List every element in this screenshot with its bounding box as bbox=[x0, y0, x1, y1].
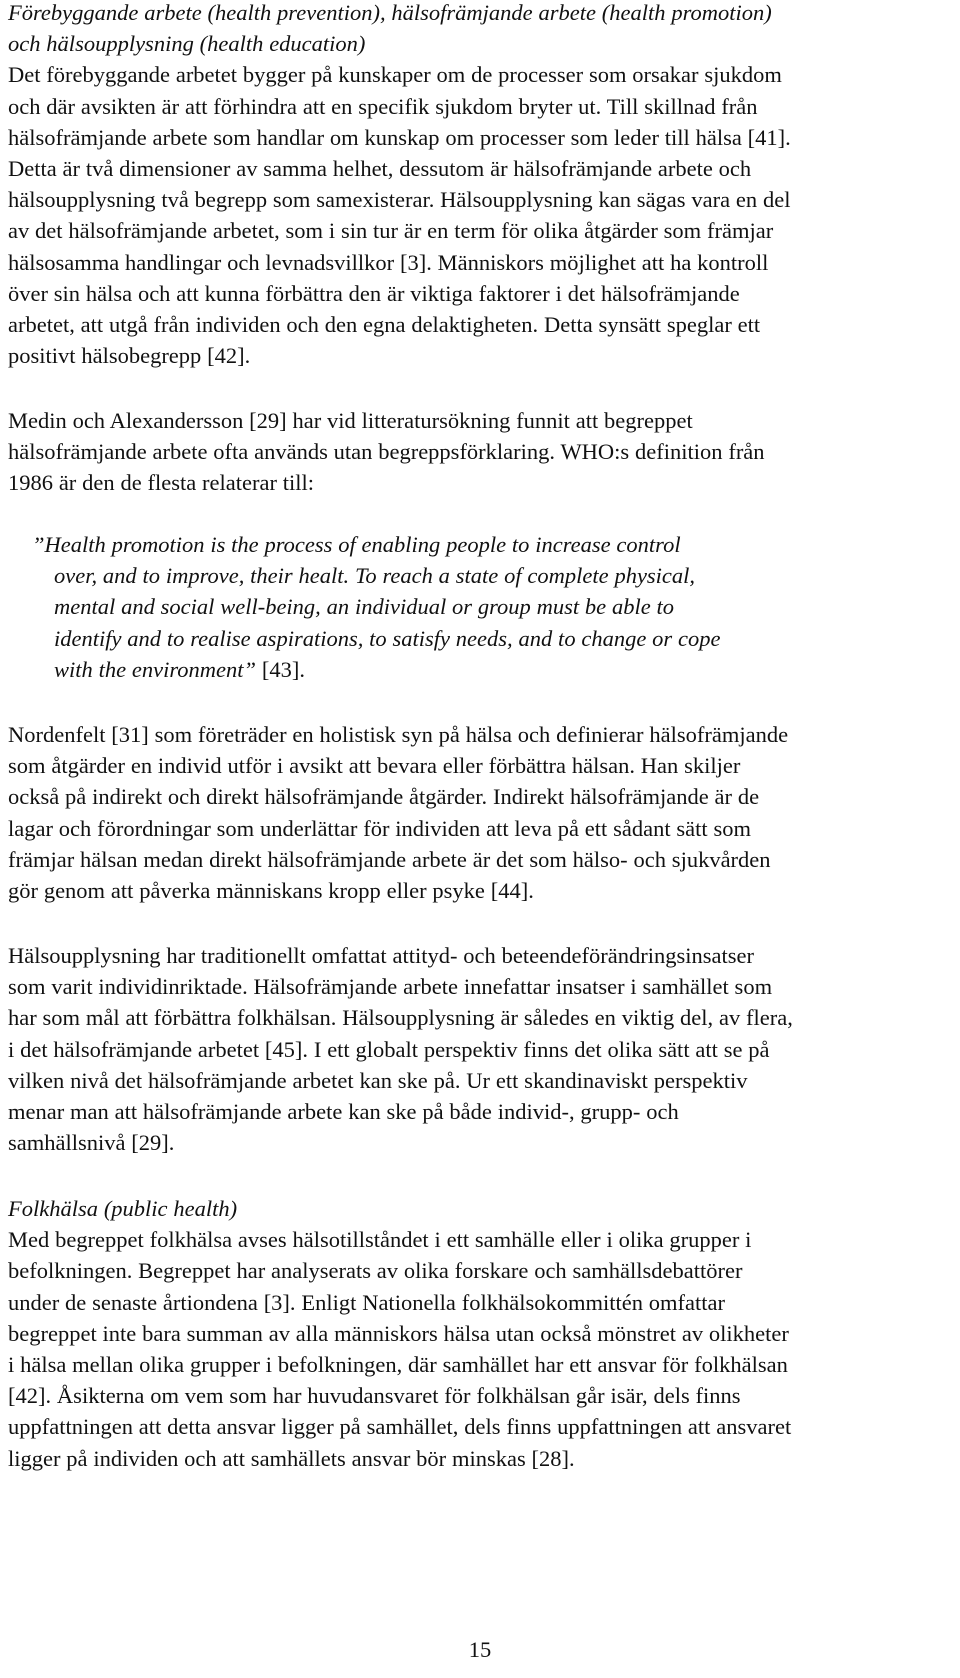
paragraph-line: av det hälsofrämjande arbetet, som i sin tur är en term för olika åtgärder som främjar bbox=[8, 218, 774, 244]
paragraph-line: menar man att hälsofrämjande arbete kan ske på både individ-, grupp- och bbox=[8, 1099, 679, 1125]
paragraph-line: i det hälsofrämjande arbetet [45]. I ett globalt perspektiv finns det olika sätt att se på bbox=[8, 1036, 770, 1062]
quote-line: with the environment” bbox=[54, 656, 257, 682]
paragraph-line: främjar hälsan medan direkt hälsofrämjande arbete är det som hälso- och sjukvården bbox=[8, 846, 771, 872]
paragraph-line: samhällsnivå [29]. bbox=[8, 1130, 175, 1156]
paragraph-line: befolkningen. Begreppet har analyserats av olika forskare och samhällsdebattörer bbox=[8, 1258, 743, 1284]
paragraph-line: som varit individinriktade. Hälsofrämjande arbete innefattar insatser i samhället som bbox=[8, 974, 773, 1000]
section-folkhalsa bbox=[8, 1193, 791, 1474]
quote-last-line bbox=[54, 654, 832, 685]
paragraph-halsoupplysning bbox=[8, 940, 793, 1158]
paragraph-line: hälsosamma handlingar och levnadsvillkor [3]. Människors möjlighet att ha kontroll bbox=[8, 249, 769, 275]
paragraph-line: hälsofrämjande arbete ofta används utan begreppsförklaring. WHO:s definition från bbox=[8, 439, 765, 465]
section-heading: Folkhälsa (public health) bbox=[8, 1196, 238, 1221]
paragraph-line: ligger på individen och att samhällets ansvar bör minskas [28]. bbox=[8, 1445, 575, 1471]
paragraph-line: begreppet inte bara summan av alla människors hälsa utan också mönstret av olikheter bbox=[8, 1320, 789, 1346]
quote-line: ”Health promotion is the process of enabling people to increase control bbox=[32, 532, 681, 557]
paragraph-line: Medin och Alexandersson [29] har vid litteratursökning funnit att begreppet bbox=[8, 408, 693, 433]
quote-body bbox=[32, 560, 832, 685]
paragraph-line: som åtgärder en individ utför i avsikt att bevara eller förbättra hälsan. Han skiljer bbox=[8, 753, 741, 779]
citation-reference: [43]. bbox=[256, 656, 305, 682]
paragraph-line: uppfattningen att detta ansvar ligger på samhället, dels finns uppfattningen att ansvaret bbox=[8, 1414, 792, 1440]
paragraph-line: lagar och förordningar som underlättar för individen att leva på ett sådant sätt som bbox=[8, 815, 751, 841]
quote-line: mental and social well-being, an individual or group must be able to bbox=[54, 594, 675, 620]
paragraph-line: hälsofrämjande arbete som handlar om kunskap om processer som leder till hälsa [41]. bbox=[8, 124, 791, 150]
paragraph-line: i hälsa mellan olika grupper i befolkningen, där samhället har ett ansvar för folkhälsan bbox=[8, 1352, 788, 1378]
paragraph-line: också på indirekt och direkt hälsofrämjande åtgärder. Indirekt hälsofrämjande är de bbox=[8, 784, 760, 810]
paragraph-line: och där avsikten är att förhindra att en specifik sjukdom bryter ut. Till skillnad från bbox=[8, 93, 758, 119]
page-number: 15 bbox=[468, 1637, 492, 1662]
who-definition-quote bbox=[32, 529, 832, 685]
section-heading: och hälsoupplysning (health education) bbox=[8, 31, 366, 57]
paragraph-line: positivt hälsobegrepp [42]. bbox=[8, 343, 251, 369]
quote-line: over, and to improve, their healt. To reach a state of complete physical, bbox=[54, 563, 696, 589]
paragraph-line: arbetet, att utgå från individen och den egna delaktigheten. Detta synsätt speglar ett bbox=[8, 312, 761, 338]
paragraph-nordenfelt bbox=[8, 719, 788, 906]
paragraph-line: hälsoupplysning två begrepp som samexisterar. Hälsoupplysning kan sägas vara en del bbox=[8, 187, 791, 213]
paragraph-medin bbox=[8, 405, 765, 499]
paragraph-line: har som mål att förbättra folkhälsan. Hälsoupplysning är således en viktig del, av flera, bbox=[8, 1005, 793, 1031]
paragraph-line: Det förebyggande arbetet bygger på kunskaper om de processer som orsakar sjukdom bbox=[8, 62, 782, 88]
paragraph-line: vilken nivå det hälsofrämjande arbetet kan ske på. Ur ett skandinaviskt perspektiv bbox=[8, 1067, 748, 1093]
paragraph-line: Med begreppet folkhälsa avses hälsotillståndet i ett samhälle eller i olika grupper i bbox=[8, 1227, 752, 1253]
paragraph-line: Detta är två dimensioner av samma helhet, dessutom är hälsofrämjande arbete och bbox=[8, 156, 752, 182]
section-heading: Förebyggande arbete (health prevention), hälsofrämjande arbete (health promotion) bbox=[8, 0, 772, 25]
paragraph-line: Nordenfelt [31] som företräder en holistisk syn på hälsa och definierar hälsofrämjande bbox=[8, 722, 789, 747]
paragraph-line: gör genom att påverka människans kropp eller psyke [44]. bbox=[8, 878, 534, 904]
section-prevention bbox=[8, 0, 791, 371]
quote-line: identify and to realise aspirations, to satisfy needs, and to change or cope bbox=[54, 625, 721, 651]
paragraph-line: Hälsoupplysning har traditionellt omfattat attityd- och beteendeförändringsinsatser bbox=[8, 943, 754, 968]
paragraph-line: över sin hälsa och att kunna förbättra den är viktiga faktorer i det hälsofrämjande bbox=[8, 280, 740, 306]
paragraph-line: 1986 är den de flesta relaterar till: bbox=[8, 470, 315, 496]
paragraph-line: [42]. Åsikterna om vem som har huvudansvaret för folkhälsan går isär, dels finns bbox=[8, 1383, 741, 1409]
paragraph-line: under de senaste årtiondena [3]. Enligt Nationella folkhälsokommittén omfattar bbox=[8, 1289, 726, 1315]
